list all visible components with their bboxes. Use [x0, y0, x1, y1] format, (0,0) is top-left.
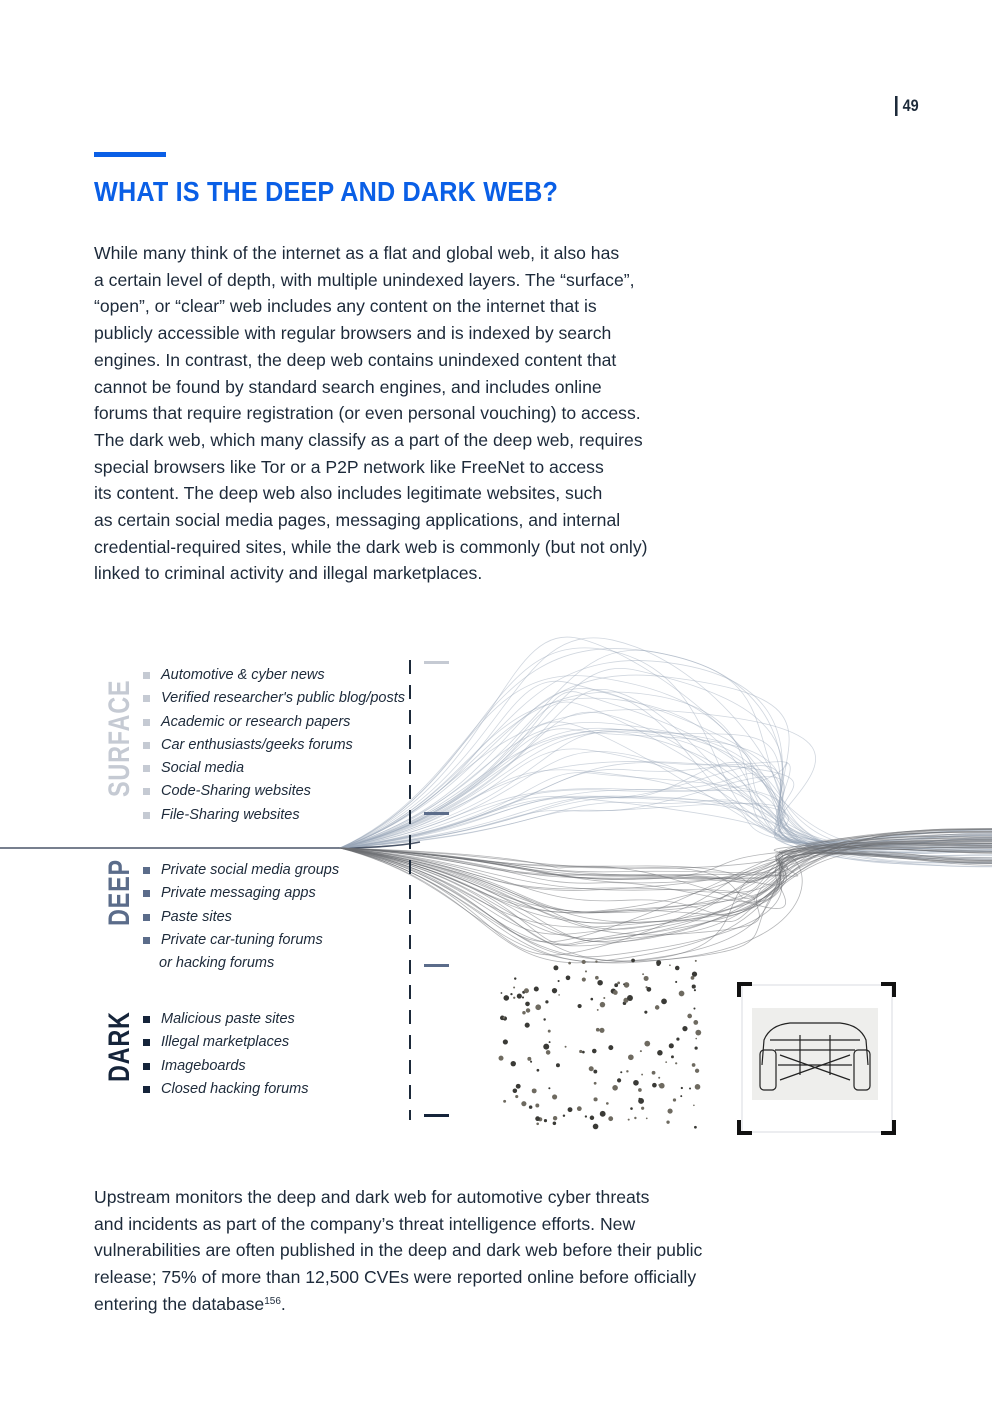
particle	[644, 1041, 650, 1047]
particle	[503, 995, 509, 1001]
particle	[620, 1071, 622, 1073]
particle	[603, 997, 605, 999]
particle	[627, 995, 633, 1001]
particle	[548, 1030, 551, 1033]
particle	[679, 991, 685, 997]
particle	[614, 983, 618, 987]
particle	[695, 1069, 699, 1073]
text-line: entering the database$^{156}$.	[94, 1293, 286, 1314]
particle	[514, 977, 516, 979]
car-scan-frame	[739, 984, 894, 1133]
flow-curve	[340, 668, 992, 853]
text-line: its content. The deep web also includes legitimate websites, such	[94, 483, 603, 504]
list-item: Imageboards	[143, 1055, 309, 1078]
list-item: Academic or research papers	[143, 711, 405, 734]
particle	[511, 1061, 516, 1066]
particle	[536, 1122, 539, 1125]
surface-depth-tick	[424, 661, 449, 664]
particle	[525, 1023, 530, 1028]
particle	[535, 1116, 540, 1121]
particle	[623, 983, 625, 985]
particle	[681, 1087, 683, 1089]
surface-web-list	[143, 664, 405, 827]
car-wireframe-image	[752, 1008, 878, 1100]
list-item: Car enthusiasts/geeks forums	[143, 734, 405, 757]
particle	[522, 996, 524, 998]
text-line: and incidents as part of the company’s threat intelligence efforts. New	[94, 1213, 636, 1234]
particle	[594, 1082, 597, 1085]
particle	[689, 1088, 691, 1090]
particle	[630, 1107, 633, 1110]
deep-web-list	[143, 859, 339, 975]
particle	[546, 1050, 551, 1055]
particle	[694, 1126, 697, 1129]
page-title: WHAT IS THE DEEP AND DARK WEB?	[94, 176, 559, 207]
title-accent-bar	[94, 152, 166, 157]
particle	[657, 1050, 663, 1056]
particle	[593, 1124, 599, 1130]
particle	[682, 1026, 687, 1031]
particle	[510, 993, 512, 995]
particle	[565, 1046, 567, 1048]
particle	[517, 994, 522, 999]
particle	[658, 1084, 660, 1086]
particle	[590, 998, 593, 1001]
particle	[638, 1088, 642, 1092]
particle	[544, 1119, 547, 1122]
particle	[639, 1098, 641, 1100]
particle	[516, 1084, 521, 1089]
deep-depth-tick	[424, 812, 449, 815]
text-line: The dark web, which many classify as a part of the deep web, requires	[94, 429, 643, 450]
particle	[568, 962, 571, 965]
particle	[641, 1107, 644, 1110]
particle	[501, 992, 503, 994]
text-line: cannot be found by standard search engines, and includes online	[94, 376, 602, 397]
list-item: File-Sharing websites	[143, 804, 405, 827]
particle	[524, 988, 529, 993]
particle	[687, 1014, 692, 1019]
list-item: Automotive & cyber news	[143, 664, 405, 687]
particle	[652, 1071, 656, 1075]
particle	[582, 977, 586, 981]
flow-curve	[340, 689, 992, 848]
particle	[692, 971, 697, 976]
particle	[628, 1119, 630, 1121]
text-line: as certain social media pages, messaging applications, and internal	[94, 510, 621, 531]
flow-curve	[340, 661, 992, 848]
particle	[515, 1095, 518, 1098]
particle	[655, 1005, 660, 1010]
particle	[692, 1063, 696, 1067]
particle	[521, 1101, 526, 1106]
particle	[532, 1088, 537, 1093]
text-line: While many think of the internet as a flat and global web, it also has	[94, 243, 620, 263]
particle	[608, 1045, 613, 1050]
particle	[525, 1002, 530, 1007]
particle	[600, 1002, 605, 1007]
list-item: Social media	[143, 757, 405, 780]
particle	[691, 976, 695, 980]
particle	[671, 1055, 674, 1058]
bottom-depth-tick	[424, 1114, 449, 1117]
list-item: Paste sites	[143, 906, 339, 929]
particle	[553, 1122, 557, 1126]
particle	[537, 1069, 540, 1072]
particle	[640, 1050, 642, 1052]
particle	[556, 1063, 560, 1067]
particle	[642, 973, 644, 975]
text-line: release; 75% of more than 12,500 CVEs were reported online before officially	[94, 1267, 697, 1288]
particle	[592, 1049, 597, 1054]
text-line: special browsers like Tor or a P2P network like FreeNet to access	[94, 456, 604, 477]
particle	[513, 986, 515, 988]
particle	[641, 1074, 643, 1076]
particle	[693, 1008, 695, 1010]
particle	[659, 1083, 665, 1089]
particle	[513, 1088, 518, 1093]
particle	[503, 1017, 505, 1019]
particle	[675, 1062, 677, 1064]
particle	[693, 1104, 695, 1106]
particle	[666, 1120, 669, 1123]
particle	[624, 982, 630, 988]
closing-paragraph	[94, 1184, 702, 1318]
particle	[661, 999, 667, 1005]
particle	[656, 960, 661, 965]
particle	[669, 964, 671, 966]
list-item: Code-Sharing websites	[143, 780, 405, 803]
particle	[596, 1028, 600, 1032]
particle	[626, 1070, 628, 1072]
list-item-continuation: or hacking forums	[159, 955, 275, 972]
particle	[646, 987, 651, 992]
particle	[646, 1118, 648, 1120]
particle	[695, 1030, 701, 1036]
dark-layer-label: DARK	[103, 1011, 136, 1082]
depth-scale-dashed-line	[409, 660, 411, 1120]
particle	[535, 1104, 539, 1108]
particle	[617, 982, 620, 985]
particle	[597, 980, 603, 986]
particle	[652, 1083, 657, 1088]
particle	[669, 1043, 674, 1048]
particle	[503, 1039, 508, 1044]
particle	[695, 1038, 697, 1040]
particle	[526, 1008, 530, 1012]
particle	[578, 1004, 582, 1008]
particle	[680, 1095, 682, 1097]
text-line: forums that require registration (or even personal vouching) to access.	[94, 403, 641, 424]
particle	[529, 1105, 533, 1109]
particle	[589, 1066, 594, 1071]
footnote-reference: 156	[264, 1295, 281, 1307]
text-line: “open”, or “clear” web includes any content on the internet that is	[94, 296, 597, 317]
dark-web-list	[143, 1008, 309, 1101]
text-line: publicly accessible with regular browsers and is indexed by search	[94, 323, 612, 344]
particle	[644, 1011, 647, 1014]
particle	[566, 975, 571, 980]
particle	[634, 1117, 636, 1119]
particle	[676, 1037, 679, 1040]
particle	[548, 1087, 550, 1089]
particle	[628, 1054, 634, 1060]
particle	[606, 1102, 609, 1105]
list-item: Illegal marketplaces	[143, 1031, 309, 1054]
particle	[522, 1011, 525, 1014]
particle	[553, 965, 558, 970]
dark-depth-tick	[424, 964, 449, 967]
particle	[585, 970, 587, 972]
list-item: Private car-tuning forums	[143, 929, 339, 952]
particle	[582, 960, 586, 964]
particle	[499, 1056, 504, 1061]
particle	[694, 989, 696, 991]
particle	[513, 997, 515, 999]
particle	[612, 1085, 618, 1091]
particle	[553, 1116, 557, 1120]
particle	[534, 986, 539, 991]
particle	[543, 1018, 545, 1020]
particle	[692, 985, 696, 989]
particle	[595, 976, 599, 980]
particle	[599, 1028, 604, 1033]
particle	[675, 981, 677, 983]
particle	[617, 1078, 621, 1082]
particle	[552, 1094, 557, 1099]
particle	[585, 1115, 587, 1117]
particle	[665, 1061, 667, 1063]
list-item: Private messaging apps	[143, 882, 339, 905]
particle	[549, 1041, 551, 1043]
particle	[695, 1046, 698, 1049]
particle	[695, 1084, 701, 1090]
particle	[527, 1057, 531, 1061]
text-line: engines. In contrast, the deep web contains unindexed content that	[94, 349, 617, 370]
particle	[597, 1009, 599, 1011]
particle	[675, 966, 680, 971]
particle	[568, 1107, 573, 1112]
text-line: credential-required sites, while the dark web is commonly (but not only)	[94, 536, 648, 557]
particle	[695, 960, 697, 962]
list-item: Malicious paste sites	[143, 1008, 309, 1031]
particle	[590, 1116, 594, 1120]
particle	[579, 1050, 582, 1053]
particle	[577, 1106, 582, 1111]
text-line: vulnerabilities are often published in the deep and dark web before their public	[94, 1240, 703, 1261]
surface-layer-label: SURFACE	[103, 679, 136, 797]
particle	[673, 1098, 676, 1101]
page-number: 49	[895, 96, 919, 116]
particle	[552, 988, 557, 993]
text-line: a certain level of depth, with multiple unindexed layers. The “surface”,	[94, 269, 635, 290]
flow-curve	[340, 650, 992, 849]
particle	[582, 1051, 585, 1054]
list-item: Private social media groups	[143, 859, 339, 882]
particle	[631, 959, 635, 963]
particle	[545, 1000, 548, 1003]
particle	[633, 1080, 639, 1086]
particle	[593, 1070, 597, 1074]
particle	[543, 1044, 549, 1050]
particle	[503, 1100, 506, 1103]
list-item: Verified researcher's public blog/posts	[143, 687, 405, 710]
text-line: linked to criminal activity and illegal marketplaces.	[94, 563, 483, 584]
text-line: Upstream monitors the deep and dark web for automotive cyber threats	[94, 1187, 650, 1207]
particle	[668, 1109, 673, 1114]
particle	[595, 960, 597, 962]
particle	[600, 1111, 606, 1117]
particle	[558, 994, 560, 996]
particle	[613, 990, 618, 995]
particle	[608, 1116, 613, 1121]
particle	[535, 1004, 541, 1010]
particle	[594, 1097, 598, 1101]
deep-layer-label: DEEP	[103, 859, 136, 926]
particle	[563, 1114, 565, 1116]
intro-paragraph	[94, 240, 647, 587]
particle	[644, 976, 649, 981]
dark-web-particles	[499, 959, 702, 1130]
particle	[658, 1077, 660, 1079]
particle	[530, 1061, 532, 1063]
particle	[558, 980, 560, 982]
list-item: Closed hacking forums	[143, 1078, 309, 1101]
particle	[693, 1020, 698, 1025]
